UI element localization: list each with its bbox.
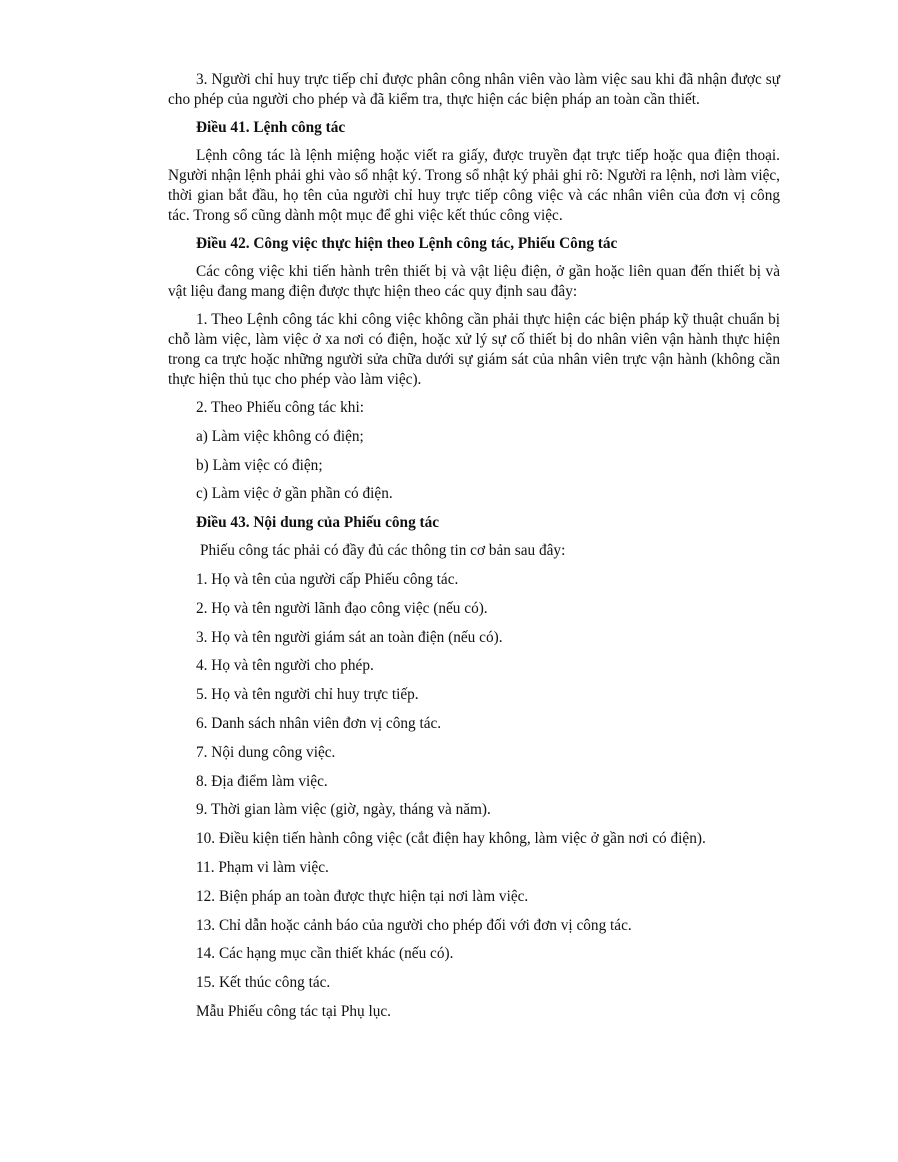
dieu40-item-3: 3. Người chỉ huy trực tiếp chỉ được phân công nhân viên vào làm việc sau khi đã nhận được sự cho phép của người cho phép và đã kiểm tra, thực hiện các biện pháp an toàn cần thiết. (168, 71, 780, 108)
dieu43-item: 12. Biện pháp an toàn được thực hiện tại nơi làm việc. (196, 887, 529, 905)
dieu43-item: 14. Các hạng mục cần thiết khác (nếu có). (196, 945, 454, 963)
dieu42-item-1: 1. Theo Lệnh công tác khi công việc không cần phải thực hiện các biện pháp kỹ thuật chuẩn bị chỗ làm việc, làm việc ở xa nơi có điện, hoặc xử lý sự cố thiết bị do nhân viên vận hành thực hiện trong ca trực hoặc những người sửa chữa dưới sự giám sát của nhân viên trực vận hành (không cần thực hiện thủ tục cho phép vào làm việc). (168, 311, 780, 388)
dieu43-item: 2. Họ và tên người lãnh đạo công việc (nếu có). (196, 599, 488, 617)
dieu43-intro: Phiếu công tác phải có đầy đủ các thông tin cơ bản sau đây: (200, 542, 566, 560)
dieu43-item: 15. Kết thúc công tác. (196, 974, 331, 992)
dieu43-footer: Mẫu Phiếu công tác tại Phụ lục. (196, 1002, 391, 1020)
dieu43-item: 4. Họ và tên người cho phép. (196, 657, 374, 675)
dieu42-item-2: 2. Theo Phiếu công tác khi: (196, 399, 364, 416)
dieu42-heading: Điều 42. Công việc thực hiện theo Lệnh công tác, Phiếu Công tác (196, 235, 618, 252)
dieu42-sub-item-c: c) Làm việc ở gần phần có điện. (196, 485, 393, 503)
dieu43-item: 8. Địa điểm làm việc. (196, 772, 328, 790)
dieu43-item: 3. Họ và tên người giám sát an toàn điện (nếu có). (196, 628, 503, 646)
dieu43-item: 13. Chỉ dẫn hoặc cảnh báo của người cho phép đối với đơn vị công tác. (196, 916, 632, 934)
dieu42-intro: Các công việc khi tiến hành trên thiết bị và vật liệu điện, ở gần hoặc liên quan đến thiết bị và vật liệu đang mang điện được thực hiện theo các quy định sau đây: (168, 263, 780, 300)
dieu43-heading: Điều 43. Nội dung của Phiếu công tác (196, 514, 440, 532)
dieu42-sub-item-b: b) Làm việc có điện; (196, 456, 323, 474)
dieu43-item: 5. Họ và tên người chỉ huy trực tiếp. (196, 686, 419, 704)
dieu43-item: 7. Nội dung công việc. (196, 743, 336, 761)
dieu43-item: 6. Danh sách nhân viên đơn vị công tác. (196, 714, 442, 732)
dieu42-sub-item-a: a) Làm việc không có điện; (196, 427, 364, 445)
dieu41-heading: Điều 41. Lệnh công tác (196, 119, 346, 136)
dieu43-item: 11. Phạm vi làm việc. (196, 858, 329, 876)
dieu43-item: 9. Thời gian làm việc (giờ, ngày, tháng và năm). (196, 801, 491, 819)
dieu41-body: Lệnh công tác là lệnh miệng hoặc viết ra giấy, được truyền đạt trực tiếp hoặc qua điện thoại. Người nhận lệnh phải ghi vào sổ nhật ký. Trong sổ nhật ký phải ghi rõ: Người ra lệnh, nơi làm việc, thời gian bắt đầu, họ tên của người chỉ huy trực tiếp công việc và các nhân viên của đơn vị công tác. Trong sổ cũng dành một mục để ghi việc kết thúc công việc. (168, 147, 780, 224)
dieu43-item: 1. Họ và tên của người cấp Phiếu công tác. (196, 570, 459, 588)
dieu43-item: 10. Điều kiện tiến hành công việc (cắt điện hay không, làm việc ở gần nơi có điện). (196, 830, 706, 848)
document-body (168, 70, 780, 1031)
